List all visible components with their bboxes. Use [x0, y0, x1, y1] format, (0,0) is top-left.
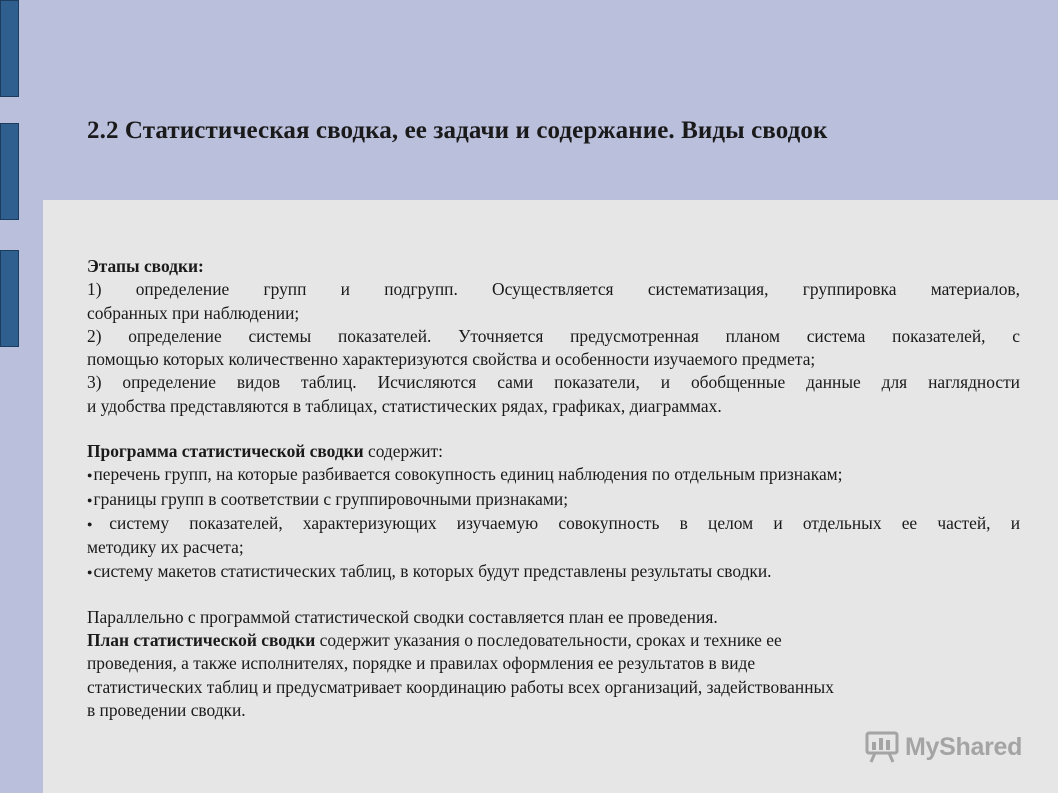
decorative-side-bar-top — [0, 0, 19, 97]
plan-line-3: статистических таблиц и предусматривает координацию работы всех организаций, задействованных — [87, 676, 834, 697]
presentation-board-icon — [865, 730, 899, 764]
program-heading: Программа статистической сводки содержит: — [87, 441, 443, 462]
program-bullet-4: ●систему макетов статистических таблиц, в которых будут представлены результаты сводки. — [87, 560, 772, 581]
bullet-dot-icon: ● — [87, 494, 93, 505]
bullet-dot-icon: ● — [87, 518, 109, 529]
program-bullet-3-line-1: ●систему показателей, характеризующих изучаемую совокупность в целом и отдельных ее частей, и — [87, 512, 1020, 533]
watermark-text: MyShared — [905, 732, 1023, 761]
paragraph-gap — [87, 584, 1020, 606]
decorative-side-bar-bottom — [0, 250, 19, 347]
paragraph-gap — [87, 418, 1020, 440]
plan-parallel-text: Параллельно с программой статистической сводки составляется план ее проведения. — [87, 606, 718, 627]
decorative-side-bar-middle — [0, 123, 19, 220]
program-bullet-3-line-2: методику их расчета; — [87, 537, 244, 558]
slide-title: 2.2 Статистическая сводка, ее задачи и содержание. Виды сводок — [87, 117, 828, 144]
program-bullet-2: ●границы групп в соответствии с группировочными признаками; — [87, 488, 569, 509]
stage-1-line-1: 1) определение групп и подгрупп. Осуществляется систематизация, группировка материалов, — [87, 279, 1020, 300]
stage-3-line-1: 3) определение видов таблиц. Исчисляются сами показатели, и обобщенные данные для наглядности — [87, 372, 1020, 393]
myshared-watermark — [865, 730, 1022, 764]
bullet-dot-icon: ● — [87, 566, 93, 577]
slide-body — [87, 255, 1020, 722]
stage-1-line-2: собранных при наблюдении; — [87, 302, 300, 323]
stage-3-line-2: и удобства представляются в таблицах, статистических рядах, графиках, диаграммах. — [87, 395, 722, 416]
stages-heading: Этапы сводки: — [87, 256, 204, 276]
plan-line-4: в проведении сводки. — [87, 700, 246, 721]
bullet-dot-icon: ● — [87, 470, 93, 481]
stage-2-line-1: 2) определение системы показателей. Уточняется предусмотренная планом система показателей, с — [87, 325, 1020, 346]
plan-line-1: План статистической сводки содержит указания о последовательности, сроках и технике ее — [87, 630, 782, 651]
program-bullet-1: ●перечень групп, на которые разбивается совокупность единиц наблюдения по отдельным признакам; — [87, 464, 843, 485]
plan-line-2: проведения, а также исполнителях, порядке и правилах оформления ее результатов в виде — [87, 653, 756, 674]
stage-2-line-2: помощью которых количественно характеризуются свойства и особенности изучаемого предмета; — [87, 349, 816, 370]
